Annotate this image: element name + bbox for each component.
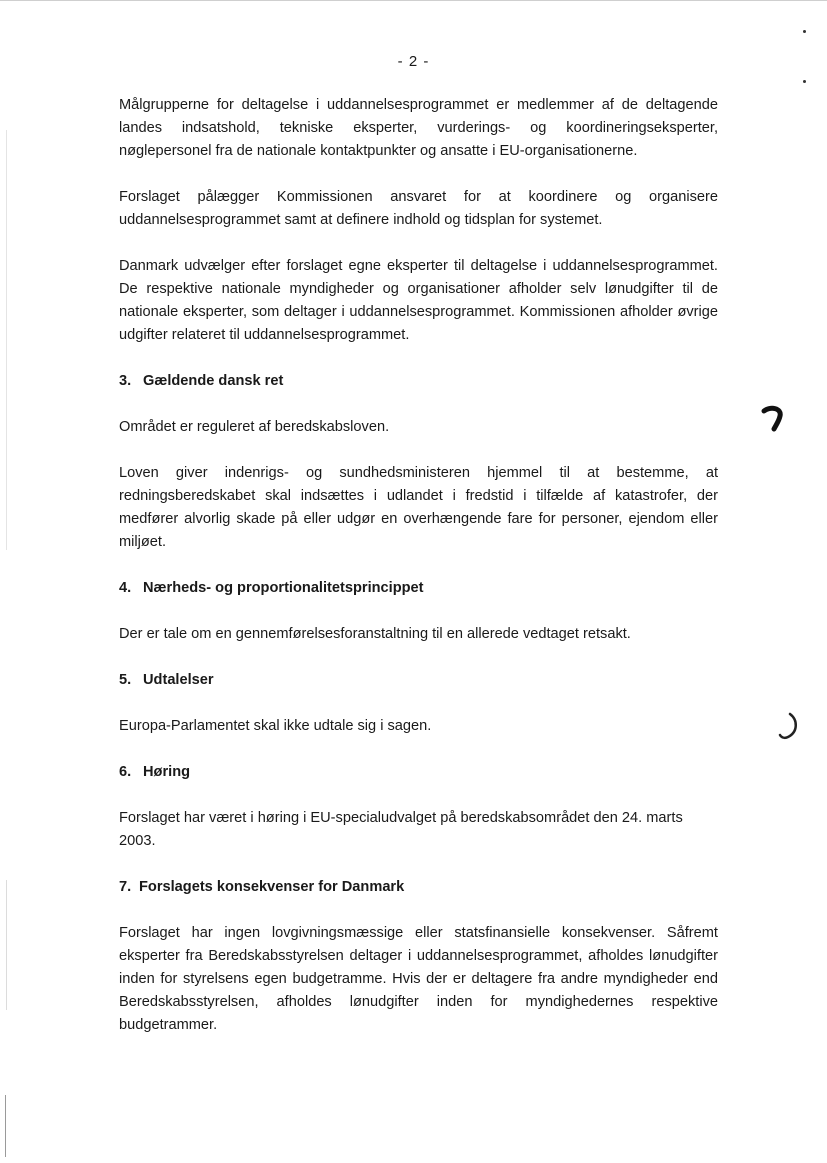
body-paragraph: Loven giver indenrigs- og sundhedsministeren hjemmel til at bestemme, at redningsberedskabet skal indsættes i udlandet i fredstid i tilfælde af katastrofer, der medfører alvorlig skade på eller udgør en overhængende fare for personer, ejendom eller miljøet. [119,465,718,550]
body-paragraph: Der er tale om en gennemførelsesforanstaltning til en allerede vedtaget retsakt. [119,626,631,642]
section-heading [119,669,718,692]
section-heading [119,577,718,600]
scan-dot [803,80,806,83]
body-paragraph: Forslaget har været i høring i EU-specialudvalget på beredskabsområdet den 24. marts 2003. [119,810,683,849]
section-number: 6. [119,764,132,780]
section-heading [119,370,718,393]
body-paragraph: Forslaget pålægger Kommissionen ansvaret for at koordinere og organisere uddannelsesprogrammet samt at definere indhold og tidsplan for systemet. [119,189,718,228]
section-number: 7. [119,879,132,895]
section-heading [119,761,718,784]
section-title: Forslagets konsekvenser for Danmark [139,879,405,895]
section-title: Gældende dansk ret [143,373,284,389]
body-paragraph: Målgrupperne for deltagelse i uddannelsesprogrammet er medlemmer af de deltagende landes indsatshold, tekniske eksperter, vurderings- og koordineringseksperter, nøglepersonel fra de nationale kontaktpunkter og ansatte i EU-organisationerne. [119,97,718,159]
body-paragraph: Forslaget har ingen lovgivningsmæssige eller statsfinansielle konsekvenser. Såfremt eksperter fra Beredskabsstyrelsen deltager i uddannelsesprogrammet, afholdes lønudgifter inden for styrelsens egen budgetramme. Hvis der er deltagere fra andre myndigheder end Beredskabsstyrelsen, afholdes lønudgifter inden for myndighedernes respektive budgetrammer. [119,925,718,1033]
body-paragraph: Europa-Parlamentet skal ikke udtale sig i sagen. [119,718,432,734]
section-number: 4. [119,580,132,596]
section-number: 5. [119,672,132,688]
page-number: - 2 - [397,53,430,70]
section-title: Nærheds- og proportionalitetsprincippet [143,580,424,596]
section-number: 3. [119,373,132,389]
scan-edge-line [6,130,7,550]
scan-edge-line [5,1095,6,1157]
section-title: Udtalelser [143,672,214,688]
binder-hole-mark-icon [760,402,788,432]
scan-edge-line [6,880,7,1010]
body-paragraph: Området er reguleret af beredskabsloven. [119,419,390,435]
document-body [119,94,718,1060]
body-paragraph: Danmark udvælger efter forslaget egne eksperter til deltagelse i uddannelsesprogrammet. De respektive nationale myndigheder og organisationer afholder selv lønudgifter til de nationale eksperter, som deltager i uddannelsesprogrammet. Kommissionen afholder øvrige udgifter relateret til uddannelsesprogrammet. [119,258,718,343]
binder-hole-mark-icon [778,710,802,742]
scan-dot [803,30,806,33]
section-heading [119,876,718,899]
scan-edge-line [0,0,827,1]
section-title: Høring [143,764,191,780]
